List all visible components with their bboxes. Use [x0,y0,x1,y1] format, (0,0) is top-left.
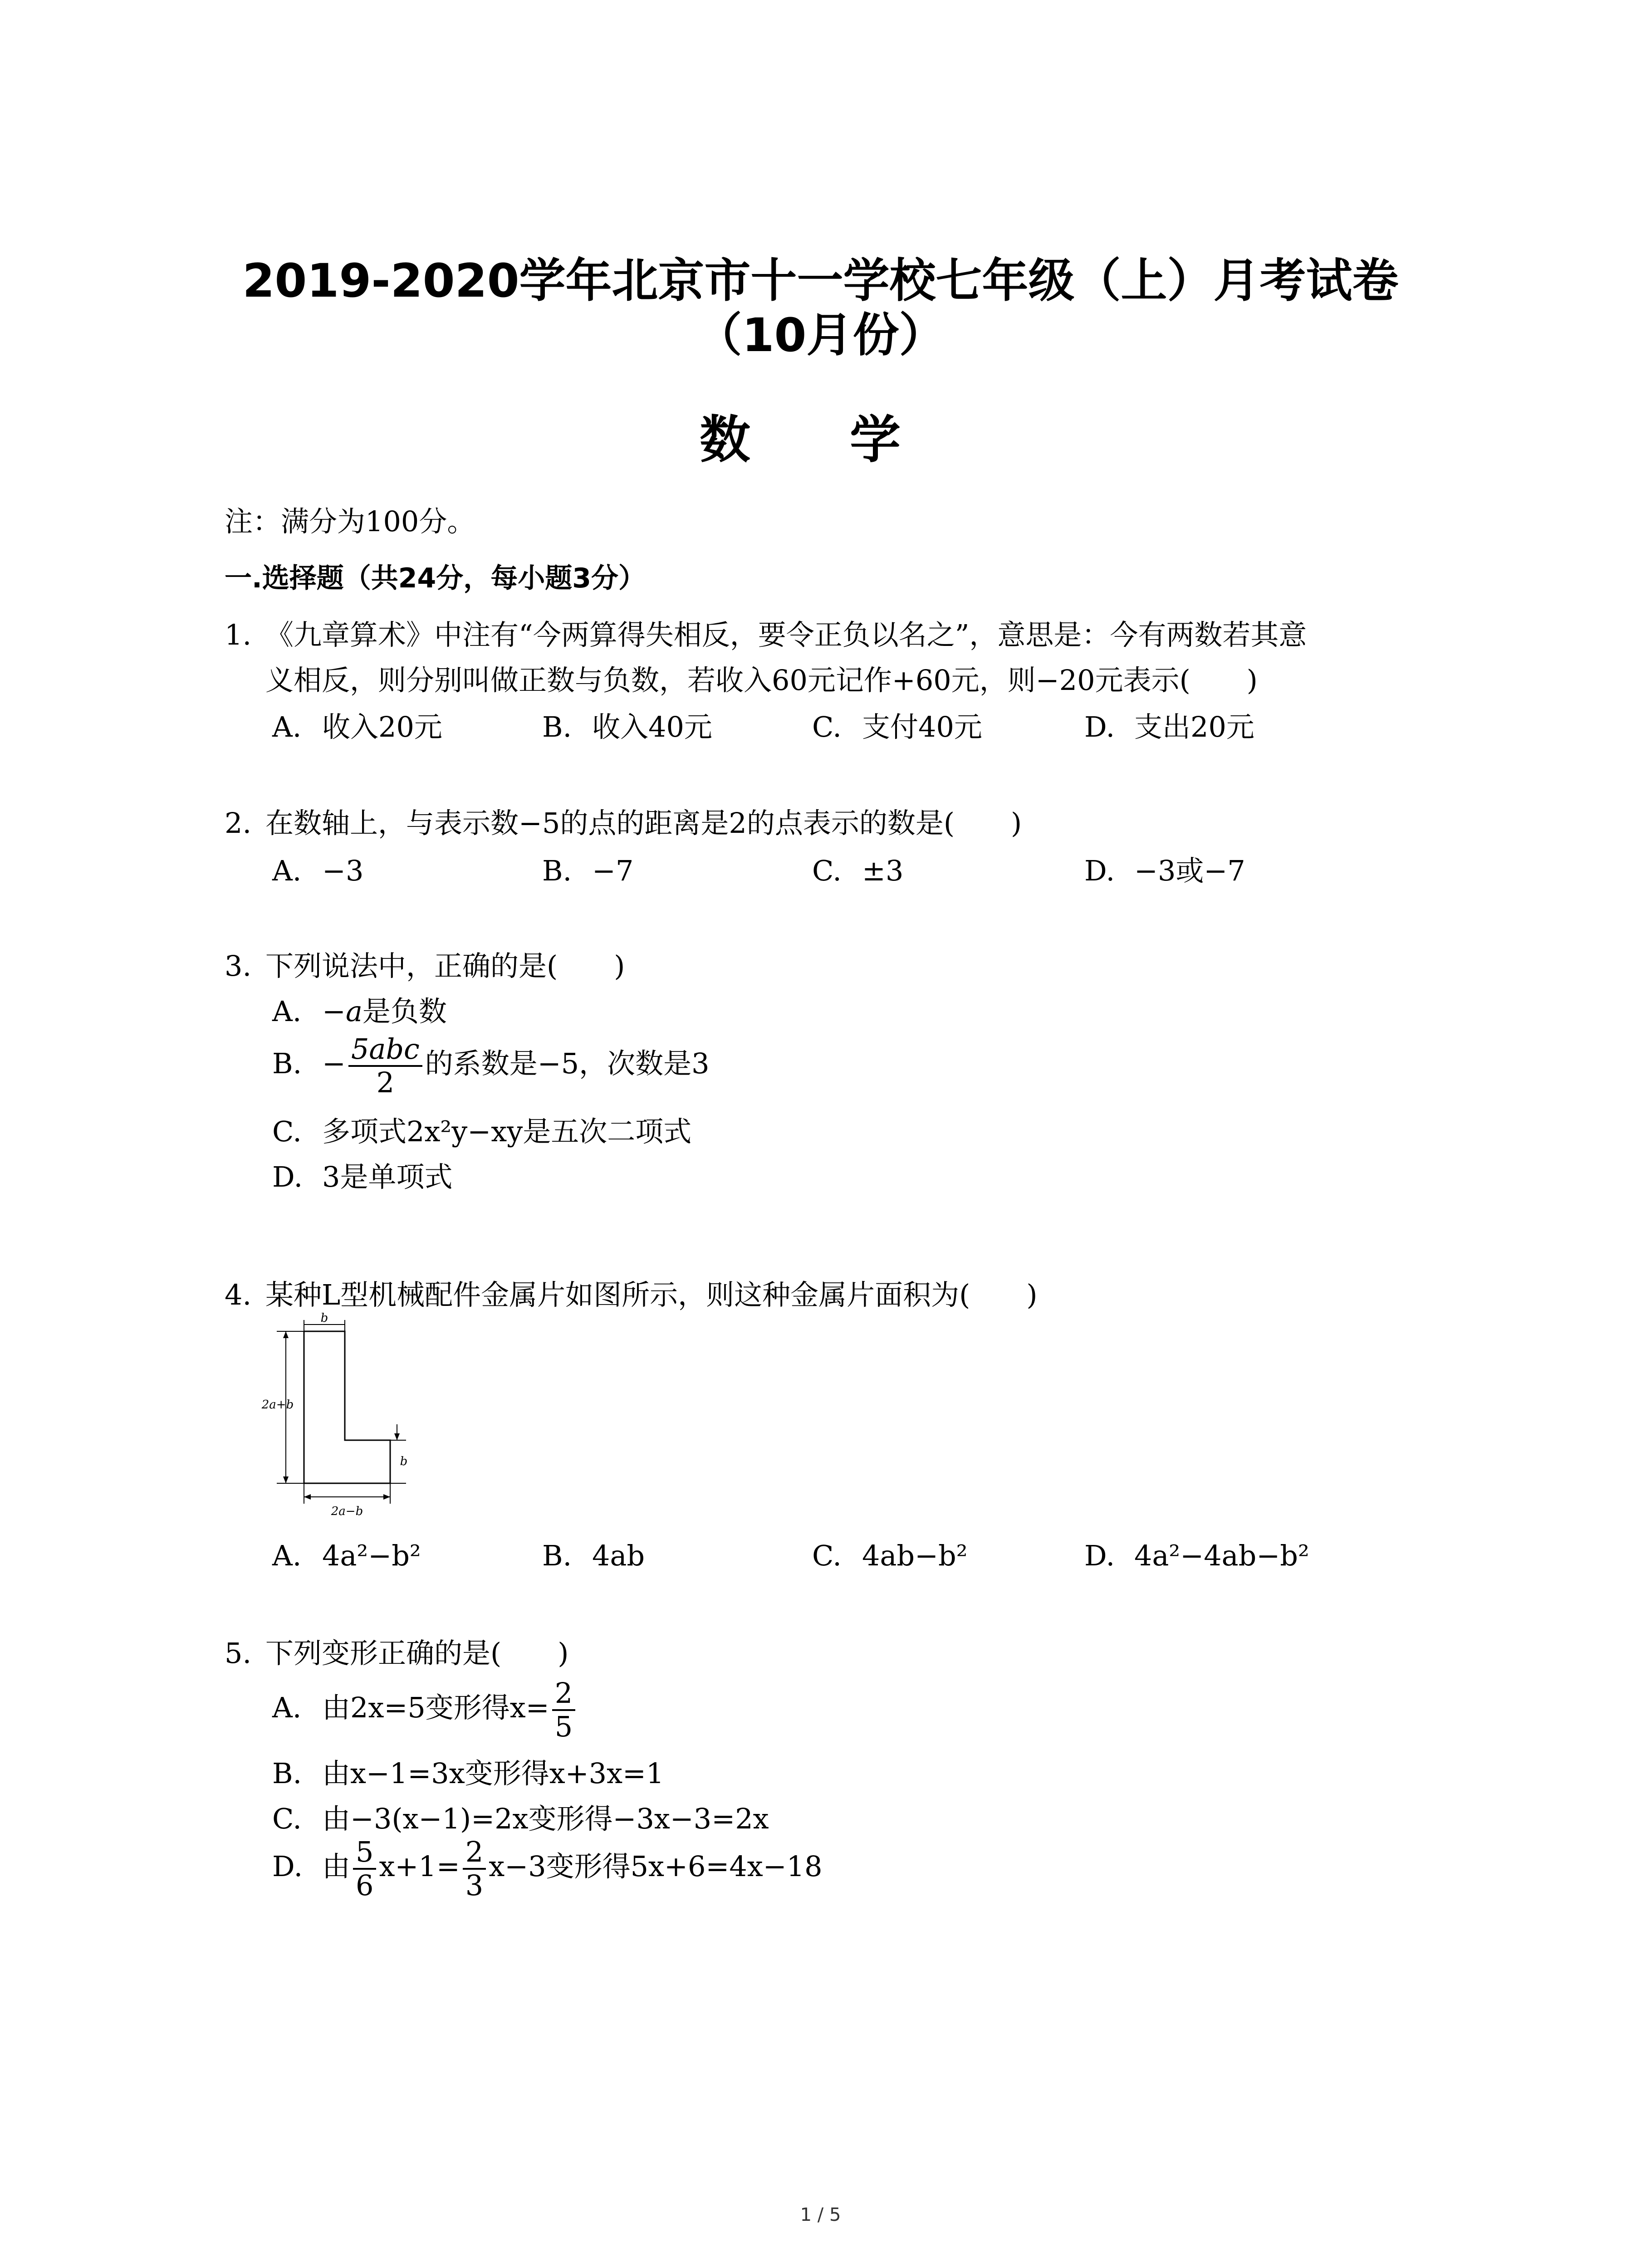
option-text: 的系数是−5，次数是3 [425,1047,710,1080]
question-5-option-b[interactable] [272,1755,664,1792]
option-letter: D. [1084,710,1115,743]
label-bottom-2a-minus-b: 2a−b [331,1505,363,1518]
option-letter: A. [272,1539,302,1572]
option-letter: B. [542,854,572,887]
question-1-option-c[interactable] [812,709,982,745]
question-3-option-b[interactable] [272,1030,710,1099]
option-letter: C. [812,854,842,887]
label-left-2a-plus-b: 2a+b [261,1398,294,1412]
question-4-option-b[interactable] [542,1538,645,1574]
option-text: x−3变形得5x+6=4x−18 [489,1850,823,1883]
option-letter: B. [272,1047,302,1080]
question-1-option-a[interactable] [272,709,442,745]
option-text: 多项式2x²y−xy是五次二项式 [322,1115,692,1148]
fraction-numerator: 2 [552,1677,575,1711]
option-sign: − [322,1047,346,1080]
exam-title-month: （10月份） [696,308,945,362]
option-text: −7 [592,854,634,887]
option-text: 由x−1=3x变形得x+3x=1 [322,1757,664,1790]
question-text: 下列变形正确的是( ) [265,1637,569,1670]
question-4-option-a[interactable] [272,1538,421,1574]
subject-heading: 数 学 [700,411,941,469]
option-letter: C. [272,1115,302,1148]
question-5-option-d[interactable] [272,1833,823,1901]
option-text: 支出20元 [1134,710,1254,743]
label-top-b: b [320,1311,328,1325]
option-text: 3是单项式 [322,1160,453,1193]
option-letter: A. [272,710,302,743]
option-text: 收入40元 [592,710,712,743]
fraction [463,1836,486,1901]
option-letter: B. [542,710,572,743]
question-3-option-a[interactable] [272,993,447,1030]
option-text: 4ab−b² [862,1539,968,1572]
option-sign: − [322,995,346,1028]
fraction [353,1836,376,1901]
question-text: 在数轴上，与表示数−5的点的距离是2的点表示的数是( ) [265,807,1022,840]
dimension-arrows [283,1331,400,1500]
question-number: 4. [225,1278,252,1311]
option-letter: C. [272,1802,302,1835]
question-5-stem [225,1635,568,1672]
label-right-b: b [400,1455,408,1468]
option-text: 收入20元 [322,710,442,743]
page-number: 1 / 5 [800,2204,841,2225]
option-text: −3 [322,854,364,887]
question-5-option-a[interactable] [272,1674,578,1743]
option-letter: C. [812,710,842,743]
option-letter: B. [542,1539,572,1572]
score-note: 注：满分为100分。 [225,505,475,538]
exam-title: 2019-2020学年北京市十一学校七年级（上）月考试卷 [242,254,1399,308]
question-3-stem [225,948,625,984]
question-4-stem [225,1277,1038,1313]
option-variable: a [345,995,362,1028]
option-text: 由 [322,1850,351,1883]
option-text: 由2x=5变形得x= [322,1691,549,1724]
question-3-option-d[interactable] [272,1159,452,1195]
question-4-option-c[interactable] [812,1538,968,1574]
fraction [348,1033,422,1099]
fraction [552,1677,575,1743]
question-text: 下列说法中，正确的是( ) [265,949,625,982]
question-2-option-c[interactable] [812,853,903,889]
question-2-option-b[interactable] [542,853,633,889]
question-1-option-d[interactable] [1084,709,1254,745]
l-shape-figure [261,1311,417,1524]
option-text: 4a²−b² [322,1539,421,1572]
fraction-denominator: 5 [554,1710,573,1743]
question-3-option-c[interactable] [272,1114,691,1150]
option-letter: D. [272,1160,303,1193]
question-1-stem-cont: 义相反，则分别叫做正数与负数，若收入60元记作+60元，则−20元表示( ) [265,664,1258,697]
option-letter: A. [272,1691,302,1724]
question-1-stem [225,617,1307,653]
option-letter: A. [272,995,302,1028]
option-letter: D. [1084,854,1115,887]
option-text: ±3 [862,854,904,887]
dimension-lines [277,1320,406,1504]
question-text: 《九章算术》中注有“今两算得失相反，要令正负以名之”，意思是：今有两数若其意 [265,618,1307,651]
option-text: 是负数 [362,995,447,1028]
option-letter: B. [272,1757,302,1790]
option-text: −3或−7 [1134,854,1245,887]
question-5-option-c[interactable] [272,1801,769,1837]
option-letter: D. [1084,1539,1115,1572]
option-letter: A. [272,854,302,887]
option-text: 4ab [592,1539,645,1572]
fraction-denominator: 6 [356,1868,374,1902]
fraction-denominator: 3 [465,1868,484,1902]
fraction-numerator: 2 [463,1836,486,1870]
question-number: 1. [225,618,252,651]
option-text: 由−3(x−1)=2x变形得−3x−3=2x [322,1802,769,1835]
option-text: 支付40元 [862,710,982,743]
option-text: 4a²−4ab−b² [1134,1539,1309,1572]
option-letter: D. [272,1850,303,1883]
option-letter: C. [812,1539,842,1572]
fraction-denominator: 2 [376,1066,395,1099]
l-shape-outline [304,1331,390,1483]
question-text: 某种L型机械配件金属片如图所示，则这种金属片面积为( ) [265,1278,1038,1311]
question-1-option-b[interactable] [542,709,712,745]
question-number: 5. [225,1637,252,1670]
option-text: x+1= [379,1850,460,1883]
question-2-option-d[interactable] [1084,853,1245,889]
section-heading: 一.选择题（共24分，每小题3分） [225,562,646,594]
question-number: 2. [225,807,252,840]
question-number: 3. [225,949,252,982]
question-2-option-a[interactable] [272,853,363,889]
fraction-numerator: 5abc [348,1033,422,1067]
question-4-option-d[interactable] [1084,1538,1309,1574]
fraction-numerator: 5 [353,1836,376,1870]
question-2-stem [225,805,1022,841]
